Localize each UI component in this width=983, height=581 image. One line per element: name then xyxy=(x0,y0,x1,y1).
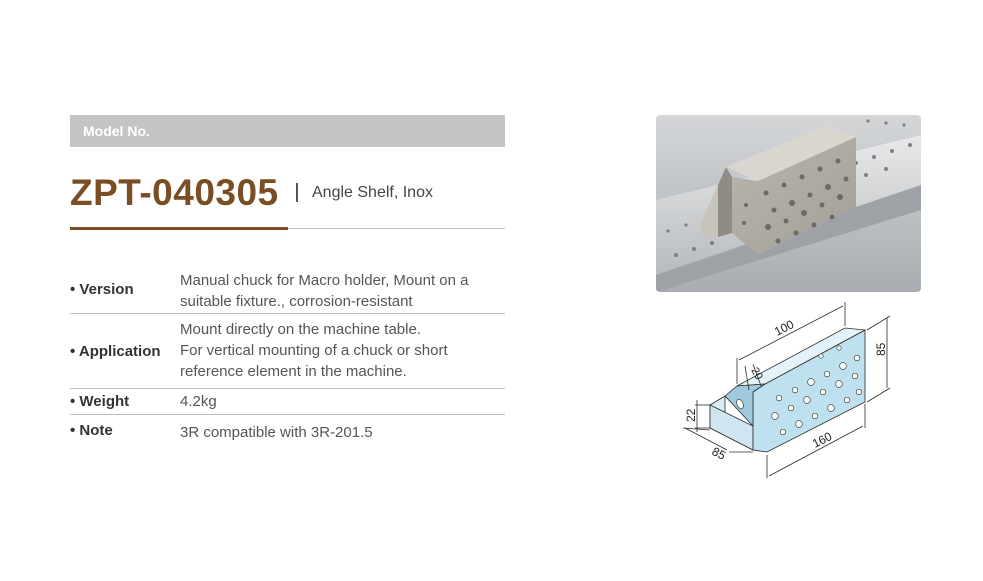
model-code: ZPT-040305 xyxy=(70,172,279,213)
product-photo xyxy=(656,115,921,292)
product-title-row xyxy=(70,168,505,218)
spec-row-note xyxy=(70,415,505,445)
dim-length-base: 160 xyxy=(810,429,835,451)
model-number-label: Model No. xyxy=(83,123,150,139)
spec-row-application xyxy=(70,314,505,389)
dim-thickness: 22 xyxy=(684,408,698,422)
spec-value: 3R compatible with 3R-201.5 xyxy=(180,424,373,441)
spec-row-version xyxy=(70,266,505,314)
spec-label: • Note xyxy=(70,421,113,439)
product-name: Angle Shelf, Inox xyxy=(312,184,433,201)
spec-label: • Application xyxy=(70,342,161,360)
dimension-drawing xyxy=(675,300,905,485)
spec-value: Mount directly on the machine table. For vertical mounting of a chuck or short reference element in the machine. xyxy=(180,321,448,380)
title-separator xyxy=(296,183,298,202)
spec-value: Manual chuck for Macro holder, Mount on a suitable fixture., corrosion-resistant xyxy=(180,272,469,310)
spec-label: • Version xyxy=(70,281,134,298)
spec-table xyxy=(70,266,505,445)
spec-value: 4.2kg xyxy=(180,393,217,410)
spec-label: • Weight xyxy=(70,393,130,410)
dim-height: 85 xyxy=(874,342,888,356)
spec-row-weight xyxy=(70,389,505,415)
title-accent-underline xyxy=(70,227,288,230)
model-number-bar xyxy=(70,115,505,147)
dim-length-top: 100 xyxy=(772,317,797,339)
dim-width: 85 xyxy=(709,444,728,463)
dim-small: 20 xyxy=(748,365,765,383)
